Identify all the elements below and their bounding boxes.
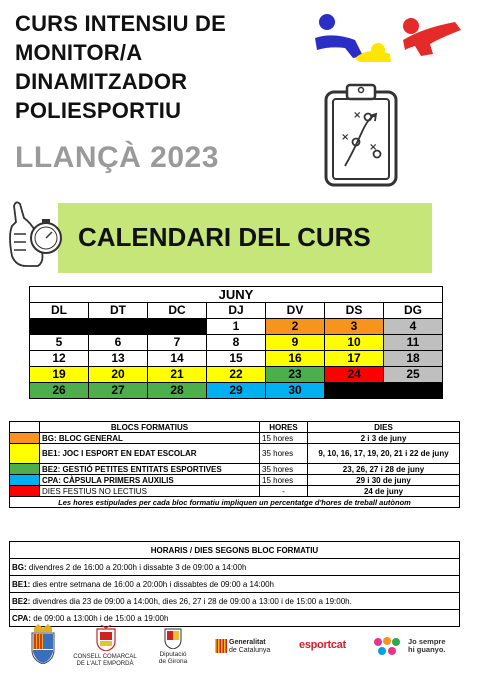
calendar-day-cell: 2 [266,319,325,335]
calendar-month: JUNY [30,287,443,303]
calendar-day-cell: 10 [325,335,384,351]
block-days: 9, 10, 16, 17, 19, 20, 21 i 22 de juny [308,444,460,464]
horaris-label: CPA: [12,613,31,623]
calendar-day-cell: 29 [207,383,266,399]
calendar-header-row [30,303,443,319]
horaris-text: divendres 2 de 16:00 a 20:00h i dissabte 3 de 09:00 a 14:00h [26,562,247,572]
jo-logo-line2: hi guanyo. [408,645,446,654]
calendar-day-cell: 12 [30,351,89,367]
calendar-day-header: DC [148,303,207,319]
calendar-day-cell [384,383,443,399]
calendar-day-cell: 3 [325,319,384,335]
calendar-day-header: DS [325,303,384,319]
athletes-logo [315,10,465,65]
generalitat-logo-line2: de Catalunya [229,647,271,654]
color-swatch [10,433,40,444]
consell-logo-line2: DE L'ALT EMPORDÀ [76,661,134,667]
calendar-day-cell: 7 [148,335,207,351]
calendar-day-cell: 22 [207,367,266,383]
horaris-row [10,610,460,627]
horaris-row [10,593,460,610]
block-hours: 15 hores [260,475,308,486]
calendar-day-cell [89,319,148,335]
blocks-header-bloc: BLOCS FORMATIUS [40,422,260,433]
title-line-4: POLIESPORTIU [15,98,182,123]
calendar-day-cell [148,319,207,335]
calendar-day-cell: 21 [148,367,207,383]
calendar-day-header: DJ [207,303,266,319]
calendar-day-header: DL [30,303,89,319]
consell-comarcal-logo [95,625,117,651]
calendar-day-cell: 16 [266,351,325,367]
calendar-day-cell: 5 [30,335,89,351]
horaris-row [10,576,460,593]
stopwatch-hand-icon [6,196,66,271]
calendar-day-cell: 30 [266,383,325,399]
blocks-note: Les hores estipulades per cada bloc formatiu impliquen un percentatge d'hores de treball autònom [10,497,460,508]
banner-title: CALENDARI DEL CURS [78,222,371,252]
blocks-header-swatch [10,422,40,433]
calendar-day-cell: 19 [30,367,89,383]
calendar-day-cell: 4 [384,319,443,335]
horaris-text: de 09:00 a 13:00h i de 15:00 a 19:00h [30,613,169,623]
calendar-day-cell: 23 [266,367,325,383]
calendar-table [29,286,443,399]
horaris-label: BE1: [12,579,31,589]
horaris-text: dies entre setmana de 16:00 a 20:00h i dissabtes de 09:00 a 14:00h [30,579,274,589]
block-hours: 15 hores [260,433,308,444]
blocks-row [10,433,460,444]
svg-text:×: × [353,110,362,121]
calendar-day-header: DT [89,303,148,319]
horaris-label: BE2: [12,596,31,606]
title-line-2: MONITOR/A [15,40,143,65]
blocks-header-hores: HORES [260,422,308,433]
clipboard-tactics-icon [323,82,399,188]
esportcat-logo: esportcat [299,639,346,651]
block-hours: - [260,486,308,497]
blocks-row [10,464,460,475]
blocks-header-row [10,422,460,433]
block-name: BG: BLOC GENERAL [40,433,260,444]
calendar-day-cell: 17 [325,351,384,367]
color-swatch [10,444,40,464]
calendar-day-cell [325,383,384,399]
calendar-day-header: DG [384,303,443,319]
title-year: LLANÇÀ 2023 [15,141,219,174]
block-days: 2 i 3 de juny [308,433,460,444]
svg-text:×: × [341,132,350,143]
horaris-header: HORARIS / DIES SEGONS BLOC FORMATIU [10,542,460,559]
llanca-coat-of-arms-logo [30,624,56,664]
jo-sempre-hi-guanyo-logo [372,636,406,658]
calendar-day-cell: 25 [384,367,443,383]
calendar-day-cell: 28 [148,383,207,399]
calendar-day-cell: 15 [207,351,266,367]
calendar-day-cell: 9 [266,335,325,351]
jo-logo-line1: Jo sempre [408,637,446,646]
calendar-day-cell: 1 [207,319,266,335]
block-days: 23, 26, 27 i 28 de juny [308,464,460,475]
block-name: BE2: GESTIÓ PETITES ENTITATS ESPORTIVES [40,464,260,475]
diputacio-girona-logo [164,627,182,649]
calendar-week-row [30,335,443,351]
calendar-day-cell: 18 [384,351,443,367]
generalitat-logo-mark [215,639,227,653]
horaris-table [9,541,460,627]
blocks-header-dies: DIES [308,422,460,433]
block-hours: 35 hores [260,444,308,464]
block-name: DIES FESTIUS NO LECTIUS [40,486,260,497]
blocks-note-row [10,497,460,508]
calendar-day-cell [30,319,89,335]
svg-text:×: × [369,142,378,153]
title-line-1: CURS INTENSIU DE [15,11,226,36]
title-line-3: DINAMITZADOR [15,69,188,94]
calendar-day-cell: 26 [30,383,89,399]
horaris-text: divendres dia 23 de 09:00 a 14:00h, dies 26, 27 i 28 de 09:00 a 13:00 i de 15:00 a 19:00h. [30,596,352,606]
horaris-row [10,559,460,576]
calendar-day-cell: 20 [89,367,148,383]
block-hours: 35 hores [260,464,308,475]
block-days: 24 de juny [308,486,460,497]
block-name: CPA: CÀPSULA PRIMERS AUXILIS [40,475,260,486]
block-name: BE1: JOC I ESPORT EN EDAT ESCOLAR [40,444,260,464]
blocks-table [9,421,460,508]
calendar-day-cell: 24 [325,367,384,383]
color-swatch [10,475,40,486]
calendar-week-row [30,351,443,367]
calendar-week-row [30,319,443,335]
blocks-row [10,444,460,464]
diputacio-logo-line2: de Girona [158,658,188,665]
color-swatch [10,486,40,497]
calendar-week-row [30,383,443,399]
generalitat-logo-line1: Generalitat [229,639,266,646]
calendar-day-header: DV [266,303,325,319]
calendar-day-cell: 11 [384,335,443,351]
calendar-day-cell: 14 [148,351,207,367]
calendar-day-cell: 27 [89,383,148,399]
consell-logo-line1: CONSELL COMARCAL [73,654,137,660]
calendar-day-cell: 6 [89,335,148,351]
calendar-day-cell: 8 [207,335,266,351]
calendar-week-row [30,367,443,383]
block-days: 29 i 30 de juny [308,475,460,486]
blocks-row [10,475,460,486]
horaris-label: BG: [12,562,27,572]
blocks-row [10,486,460,497]
calendar-day-cell: 13 [89,351,148,367]
color-swatch [10,464,40,475]
calendar-month-row [30,287,443,303]
diputacio-logo-line1: Diputació [159,651,187,658]
